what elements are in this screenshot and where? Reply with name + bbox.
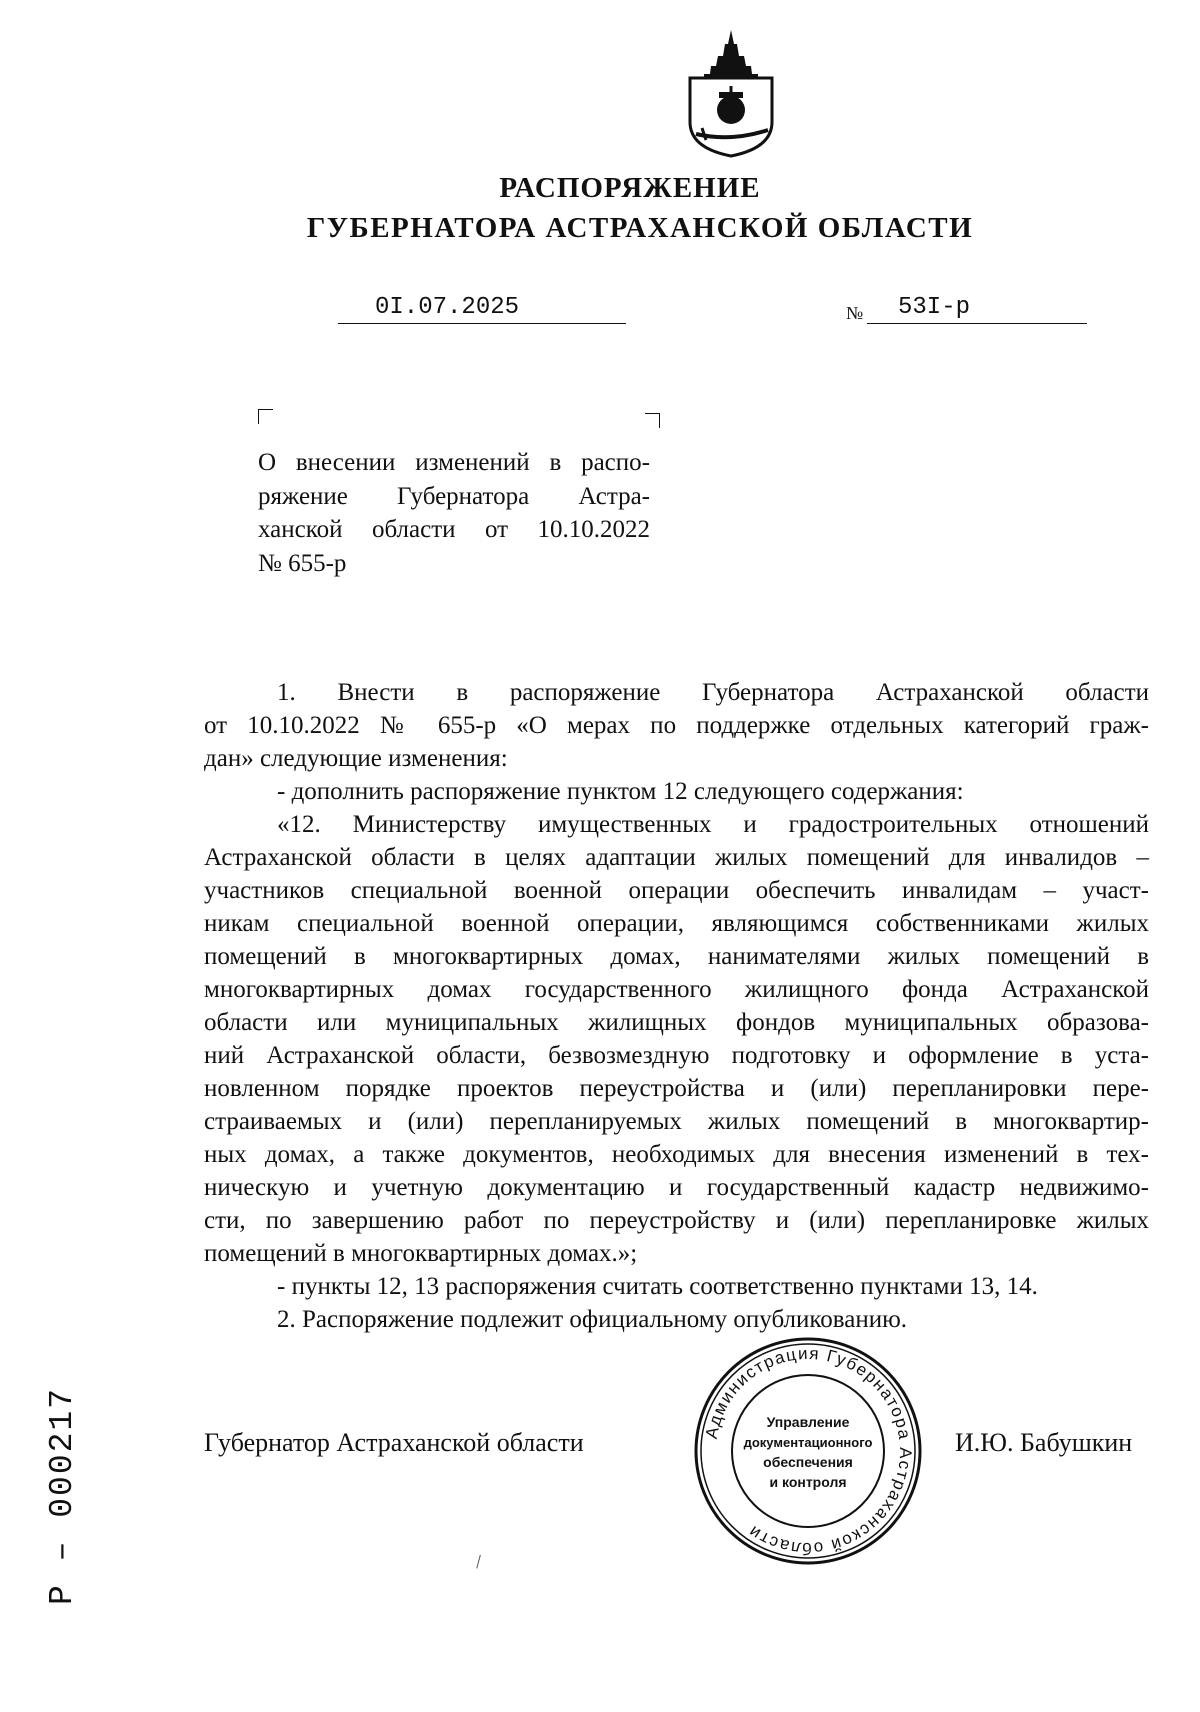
date-underline (338, 322, 626, 324)
document-date: 0I.07.2025 (375, 294, 520, 321)
registration-number: Р – 000217 (44, 1386, 81, 1605)
paragraph-3-line: «12. Министерству имущественных и градостроительных отношений (277, 811, 1149, 838)
signatory-role: Губернатор Астраханской области (204, 1428, 584, 1457)
scan-mark (476, 1555, 483, 1570)
subject-block (258, 446, 650, 580)
official-stamp (692, 1335, 924, 1567)
paragraph-5: 2. Распоряжение подлежит официальному опубликованию. (277, 1306, 908, 1333)
stamp-center-line: Управление (766, 1414, 850, 1430)
subject-bracket-right (645, 413, 660, 428)
signatory-name: И.Ю. Бабушкин (955, 1428, 1133, 1457)
coat-of-arms-emblem (684, 30, 778, 158)
paragraph-3-line: ных домах, а также документов, необходимых для внесения изменений в тех- (204, 1141, 1149, 1168)
paragraph-3-line: сти, по завершению работ по переустройству и (или) перепланировке жилых (204, 1207, 1149, 1234)
paragraph-3-line: помещений в многоквартирных домах, нанимателями жилых помещений в (204, 943, 1149, 970)
stamp-center-line: обеспечения (763, 1454, 853, 1470)
stamp-center-line: и контроля (769, 1474, 847, 1490)
subject-line: О внесении изменений в распо- (258, 449, 650, 476)
number-label: № (846, 303, 864, 323)
document-body (204, 676, 1149, 1336)
paragraph-4: - пункты 12, 13 распоряжения считать соответственно пунктами 13, 14. (277, 1273, 1038, 1300)
number-underline (867, 322, 1087, 324)
paragraph-3-line: помещений в многоквартирных домах.»; (204, 1240, 638, 1267)
subject-bracket-left (258, 409, 273, 424)
subject-line: ханской области от 10.10.2022 (258, 516, 650, 543)
paragraph-3-line: многоквартирных домах государственного жилищного фонда Астраханской (204, 976, 1149, 1003)
paragraph-1-line: дан» следующие изменения: (204, 745, 508, 772)
stamp-center-line: документационного (743, 1435, 873, 1450)
paragraph-1-line: от 10.10.2022 № 655-р «О мерах по поддержке отдельных категорий граж- (204, 712, 1149, 739)
paragraph-3-line: ническую и учетную документацию и государственный кадастр недвижимо- (204, 1174, 1149, 1201)
paragraph-3-line: Астраханской области в целях адаптации жилых помещений для инвалидов – (204, 844, 1149, 871)
stamp-ring-text: Администрация Губернатора Астраханской области (701, 1343, 916, 1559)
paragraph-2: - дополнить распоряжение пунктом 12 следующего содержания: (277, 778, 964, 805)
paragraph-1-line: 1. Внести в распоряжение Губернатора Астраханской области (277, 679, 1149, 706)
paragraph-3-line: участников специальной военной операции обеспечить инвалидам – участ- (204, 877, 1149, 904)
paragraph-3-line: никам специальной военной операции, являющимся собственниками жилых (204, 910, 1149, 937)
paragraph-3-line: страиваемых и (или) перепланируемых жилых помещений в многоквартир- (204, 1108, 1149, 1135)
document-title-line-1: РАСПОРЯЖЕНИЕ (499, 172, 761, 204)
paragraph-3-line: новленном порядке проектов переустройства и (или) перепланировки пере- (204, 1075, 1149, 1102)
document-title-line-2: ГУБЕРНАТОРА АСТРАХАНСКОЙ ОБЛАСТИ (306, 212, 974, 244)
paragraph-3-line: области или муниципальных жилищных фондов муниципальных образова- (204, 1009, 1149, 1036)
document-number: 53I-р (898, 294, 971, 321)
subject-line: ряжение Губернатора Астра- (258, 482, 650, 510)
subject-line: № 655-р (258, 549, 347, 577)
paragraph-3-line: ний Астраханской области, безвозмездную подготовку и оформление в уста- (204, 1042, 1149, 1069)
